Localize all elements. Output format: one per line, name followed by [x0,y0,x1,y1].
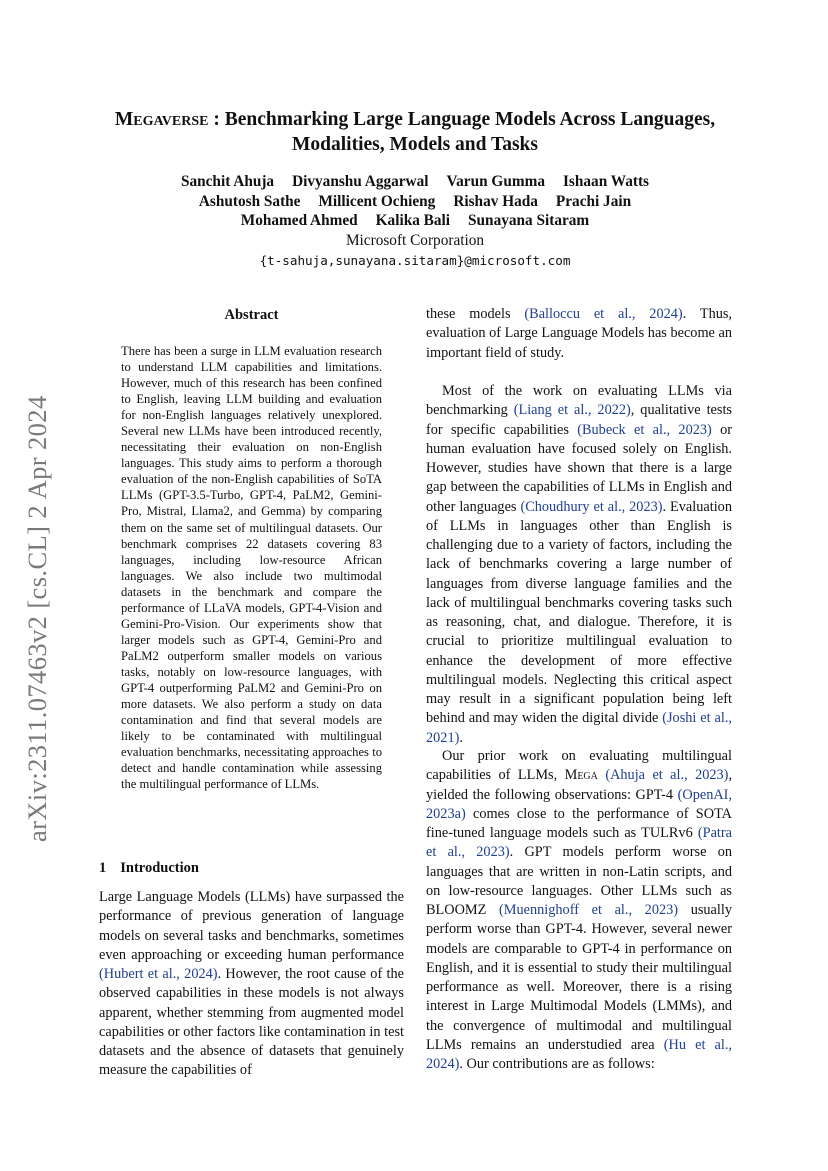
text-run: . Our contributions are as follows: [459,1056,655,1072]
author-row [110,172,720,192]
text-run: , yielded the following observations: GPT-4 [426,767,733,803]
affiliation: Microsoft Corporation [345,232,485,249]
author-list [110,172,720,231]
mega-name: Mega [564,767,598,784]
author-name: Kalika Bali [375,212,451,229]
citation-link[interactable]: (Muennighoff et al., 2023) [499,902,679,918]
citation-link[interactable]: (Choudhury et al., 2023) [520,498,663,515]
text-run: , qualitative tests for specific capabilities [426,402,732,438]
citation-link[interactable]: (Patra et al., 2023) [426,825,732,861]
citation-link[interactable]: (Ahuja et al., 2023) [605,767,729,784]
text-run: . Evaluation of LLMs in languages other than English is challenging due to a variety of factors, including the lack of benchmarks covering a large number of languages from diverse language families and the lack of multilingual benchmarks covering tasks such as reasoning, chat, and dialogue. Therefore, it is crucial to prioritize multilingual evaluation to enhance the development of more effective multilingual models. Neglecting this critical aspect may result in a significant population being left behind and may widen the digital divide [426,498,732,727]
author-name: Millicent Ochieng [318,192,436,210]
paper-title [110,107,720,157]
author-name: Ishaan Watts [562,173,649,190]
citation-link[interactable]: (Hubert et al., 2024) [99,966,218,982]
citation-link[interactable]: (Balloccu et al., 2024) [524,306,683,322]
author-row [110,192,720,212]
text-run: . However, the root cause of the observed capabilities in these models is not always apparent, whether stemming from augmented model capabilities or other factors like contamination in test datasets and the absence of datasets that genuinely measure the capabilities of [99,966,404,1079]
arxiv-identifier-stamp: arXiv:2311.07463v2 [cs.CL] 2 Apr 2024 [22,395,52,842]
section-title: Introduction [120,860,199,876]
author-name: Varun Gumma [446,173,545,190]
text-run: Our prior work on evaluating multilingual capabilities of LLMs, [426,748,732,784]
text-run: usually perform worse than GPT-4. However, several newer models are comparable to GPT-4 in performance on English, and it is essential to study their multilingual performance as well. Moreover, there is a rising interest in Large Multimodal Models (LMMs), and the convergence of multimodal and multilingual LLMs remains an understudied area [426,902,732,1053]
intro-paragraph [99,888,404,1081]
abstract-body: There has been a surge in LLM evaluation research to understand LLM capabilities and limitations. However, much of this research has been confined to English, leaving LLM building and evaluation for non-English languages relatively unexplored. Several new LLMs have been introduced recently, necessitating their evaluation on non-English languages. This study aims to perform a thorough evaluation of the non-English capabilities of SoTA LLMs (GPT-3.5-Turbo, GPT-4, PaLM2, Gemini-Pro, Mistral, Llama2, and Gemma) by comparing them on the same set of multilingual datasets. Our benchmark comprises 22 datasets covering 83 languages, including low-resource African languages. We also include two multimodal datasets in the benchmark and compare the performance of LLaVA models, GPT-4-Vision and Gemini-Pro-Vision. Our experiments show that larger models such as GPT-4, Gemini-Pro and PaLM2 outperform smaller models on various tasks, notably on low-resource languages, with GPT-4 outperforming PaLM2 and Gemini-Pro on more datasets. We also perform a study on data contamination and find that several models are likely to be contaminated with multilingual evaluation benchmarks, necessitating approaches to detect and handle contamination while assessing the multilingual performance of LLMs. [121,344,382,792]
text-run: comes close to the performance of SOTA fine-tuned language models such as TULRv6 [426,805,732,841]
right-paragraph-3 [426,747,732,1074]
section-heading-introduction [99,858,199,878]
author-row [110,211,720,231]
author-name: Prachi Jain [555,192,632,210]
author-name: Rishav Hada [453,192,538,210]
right-paragraph-2 [426,382,732,748]
author-name: Mohamed Ahmed [240,212,358,229]
right-paragraph-1 [426,305,732,363]
author-name: Ashutosh Sathe [198,192,301,210]
author-name: Sunayana Sitaram [468,212,590,229]
citation-link[interactable]: (OpenAI, 2023a) [426,786,732,822]
citation-link[interactable]: (Bubeck et al., 2023) [577,421,712,438]
title-megaverse: Megaverse [114,109,209,130]
title-rest: : Benchmarking Large Language Models Across Languages, Modalities, Models and Tasks [208,109,716,155]
text-run: or human evaluation have focused solely on English. However, studies have shown that there is a large gap between the capabilities of LLMs in English and other languages [426,421,733,515]
text-run: . GPT models perform worse on languages that are written in non-Latin scripts, and on low-resource languages. Other LLMs such as BLOOMZ [426,844,732,918]
section-number: 1 [99,860,107,876]
citation-link[interactable]: (Joshi et al., 2021) [426,710,732,746]
citation-link[interactable]: (Liang et al., 2022) [513,402,631,419]
text-run: . [459,729,463,746]
text-run: . Thus, evaluation of Large Language Models has become an important field of study. [426,306,733,361]
text-run: Large Language Models (LLMs) have surpassed the performance of previous generation of language models on several tasks and benchmarks, sometimes even approaching or exceeding human performance [99,889,404,963]
citation-link[interactable]: (Hu et al., 2024) [426,1036,733,1072]
contact-email[interactable]: {t-sahuja,sunayana.sitaram}@microsoft.com [259,253,571,268]
text-run: Most of the work on evaluating LLMs via benchmarking [426,383,732,419]
text-run: these models [426,306,525,322]
author-name: Divyanshu Aggarwal [292,173,429,190]
abstract-heading: Abstract [224,307,279,323]
author-name: Sanchit Ahuja [180,173,275,190]
